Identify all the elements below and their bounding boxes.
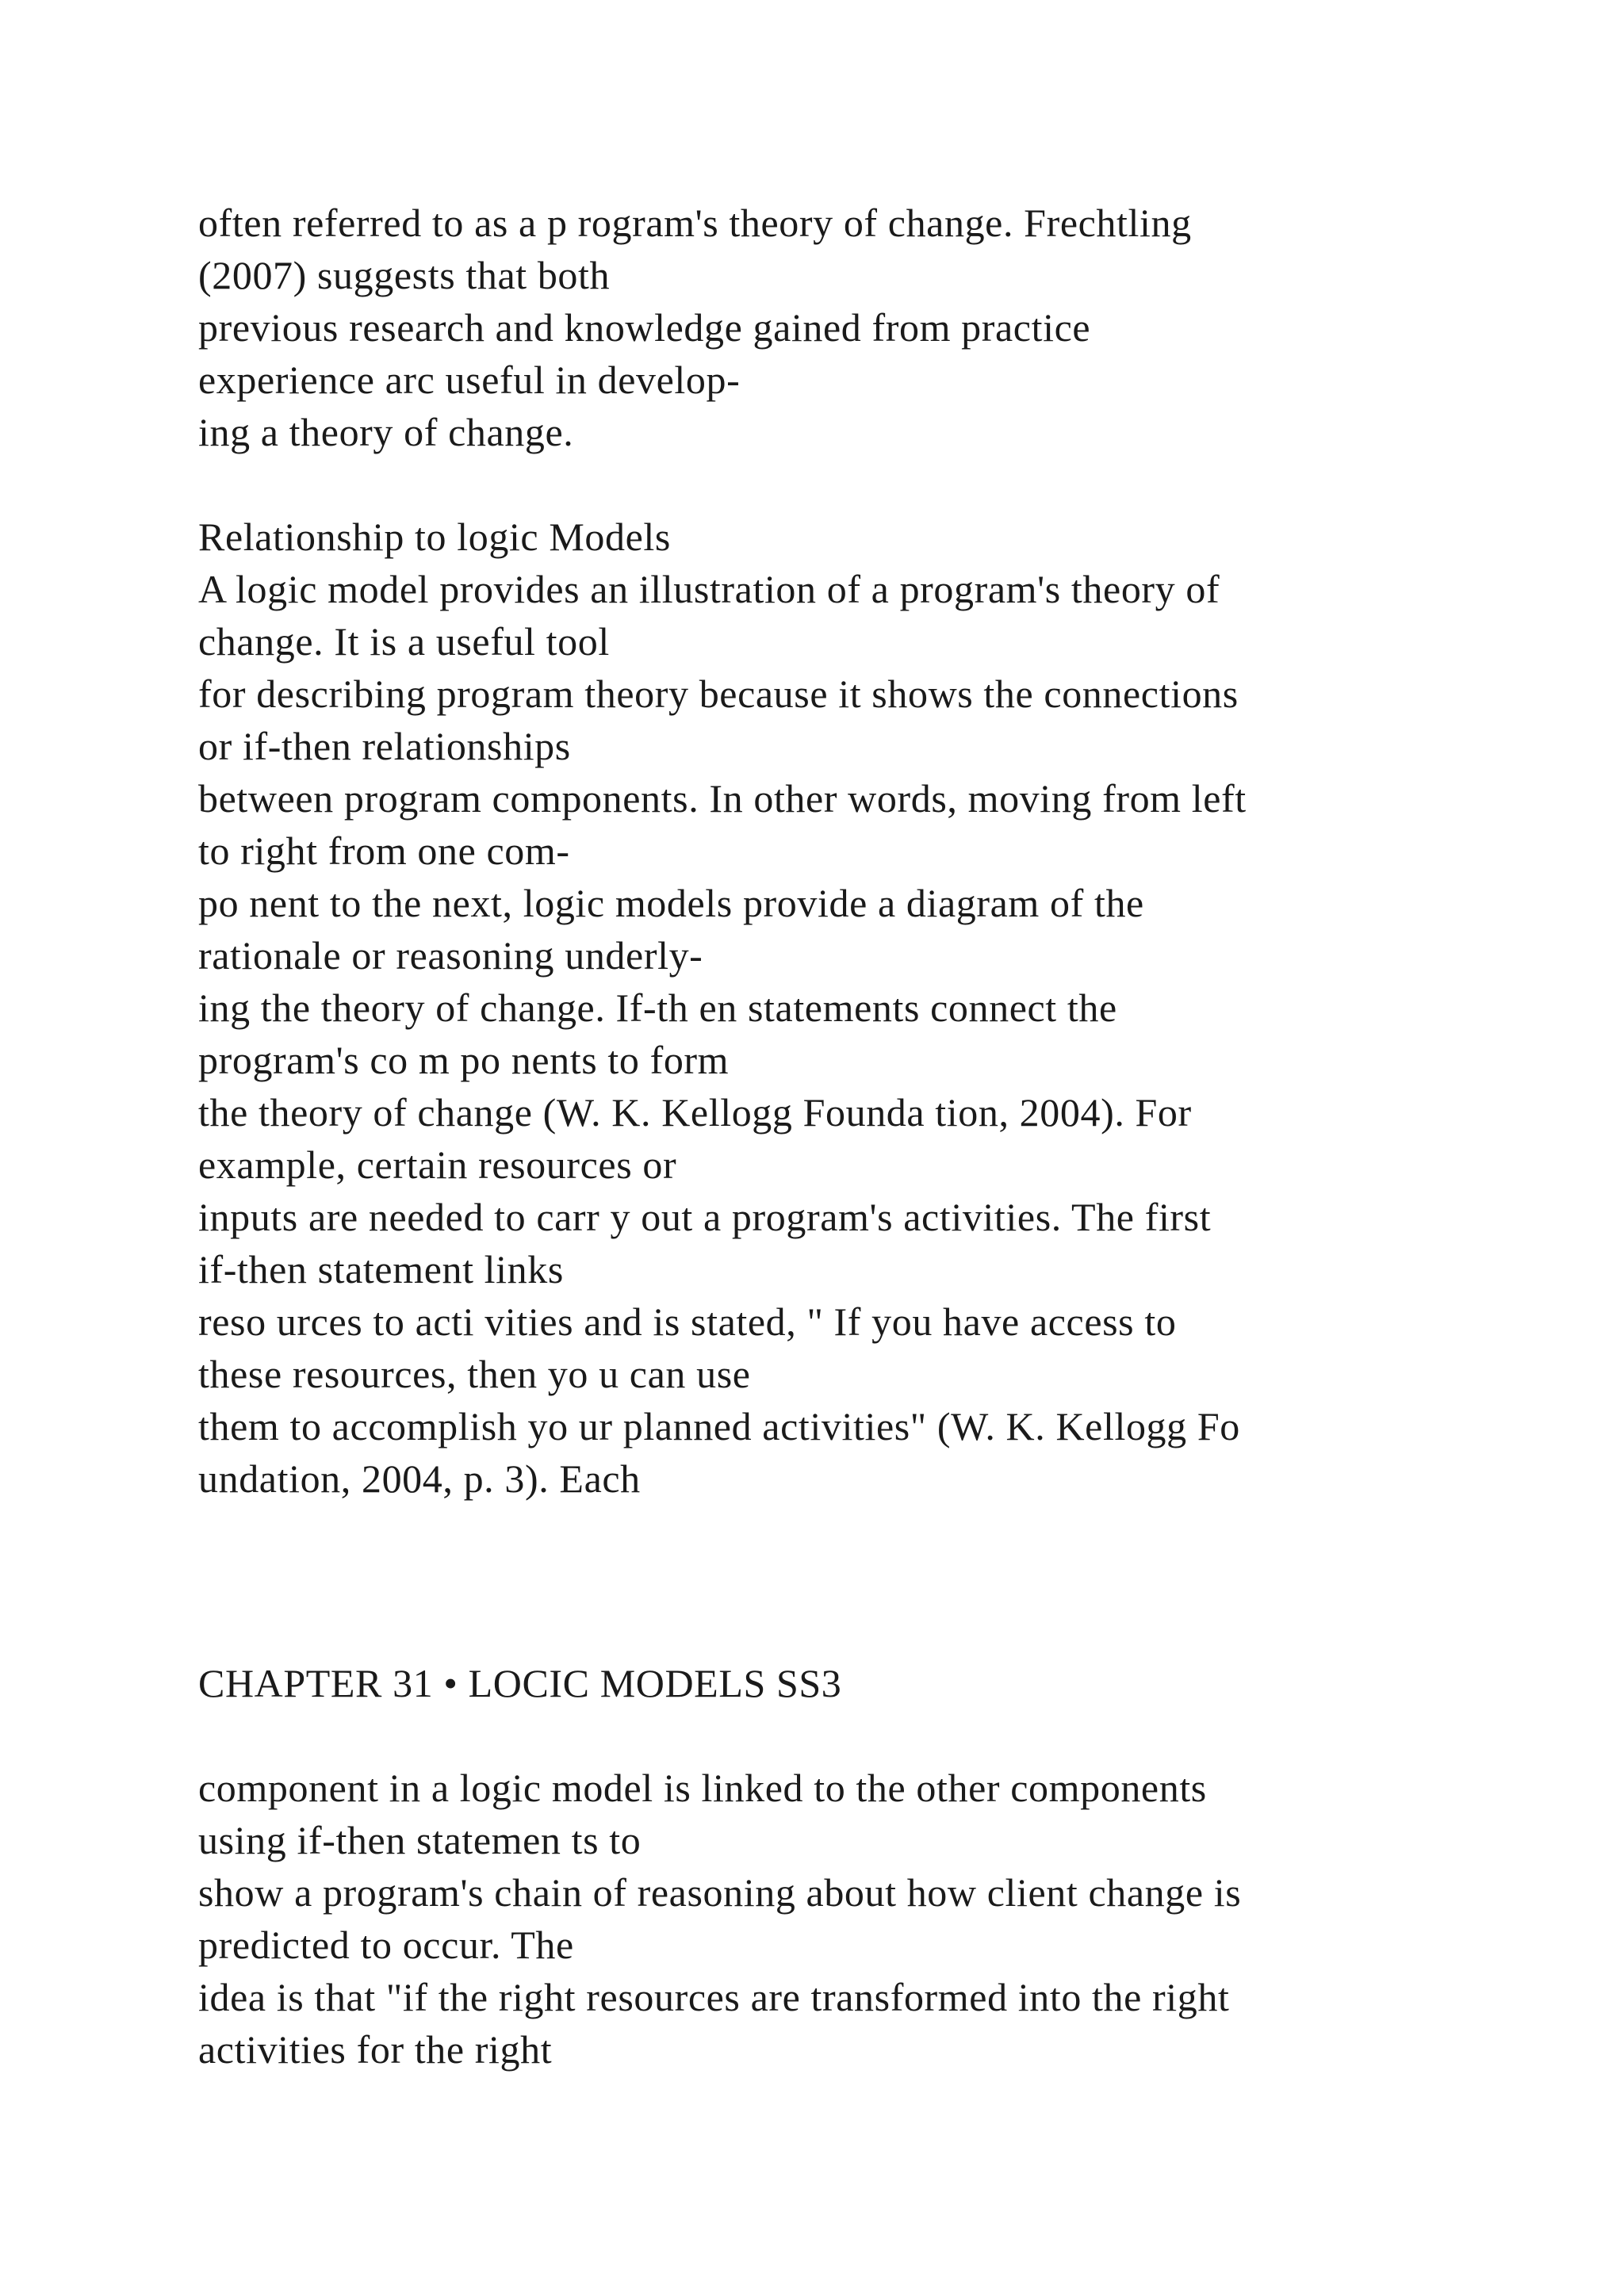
text-line: to right from one com- — [198, 828, 570, 873]
text-line: experience arc useful in develop- — [198, 358, 741, 402]
paragraph-chain-of-reasoning — [198, 1762, 1515, 2076]
text-line: A logic model provides an illustration of a program's theory of — [198, 567, 1220, 611]
paragraph-relationship-to-logic-models — [198, 511, 1515, 1505]
text-line: program's co m po nents to form — [198, 1038, 730, 1082]
text-line: rationale or reasoning underly- — [198, 933, 703, 978]
text-line: show a program's chain of reasoning about how client change is — [198, 1870, 1242, 1915]
text-line: using if-then statemen ts to — [198, 1818, 642, 1862]
text-line: inputs are needed to carr y out a program's activities. The first — [198, 1195, 1212, 1239]
text-line: ing the theory of change. If-th en statements connect the — [198, 985, 1117, 1030]
text-line: undation, 2004, p. 3). Each — [198, 1456, 641, 1501]
text-line: the theory of change (W. K. Kellogg Founda tion, 2004). For — [198, 1090, 1192, 1135]
text-line: them to accomplish yo ur planned activities" (W. K. Kellogg Fo — [198, 1404, 1240, 1448]
text-line: predicted to occur. The — [198, 1923, 574, 1967]
text-line: idea is that "if the right resources are transformed into the right — [198, 1975, 1230, 2019]
text-line: or if-then relationships — [198, 724, 571, 768]
text-line: often referred to as a p rogram's theory of change. Frechtling — [198, 201, 1192, 245]
text-line: change. It is a useful tool — [198, 619, 610, 664]
text-line: activities for the right — [198, 2027, 553, 2072]
chapter-running-header — [198, 1657, 1515, 1709]
chapter-header-text: CHAPTER 31 • LOCIC MODELS SS3 — [198, 1661, 842, 1705]
text-line: ing a theory of change. — [198, 410, 574, 454]
text-line: previous research and knowledge gained from practice — [198, 305, 1091, 350]
text-line: these resources, then yo u can use — [198, 1352, 751, 1396]
text-line: for describing program theory because it shows the connections — [198, 672, 1239, 716]
text-line: component in a logic model is linked to the other components — [198, 1766, 1207, 1810]
text-line: po nent to the next, logic models provide a diagram of the — [198, 881, 1144, 925]
text-line: if-then statement links — [198, 1247, 564, 1292]
section-heading: Relationship to logic Models — [198, 515, 671, 559]
text-line: between program components. In other words, moving from left — [198, 776, 1247, 821]
text-line: reso urces to acti vities and is stated, " If you have access to — [198, 1299, 1177, 1344]
text-line: example, certain resources or — [198, 1142, 677, 1187]
text-line: (2007) suggests that both — [198, 253, 611, 297]
paragraph-theory-of-change — [198, 197, 1515, 458]
